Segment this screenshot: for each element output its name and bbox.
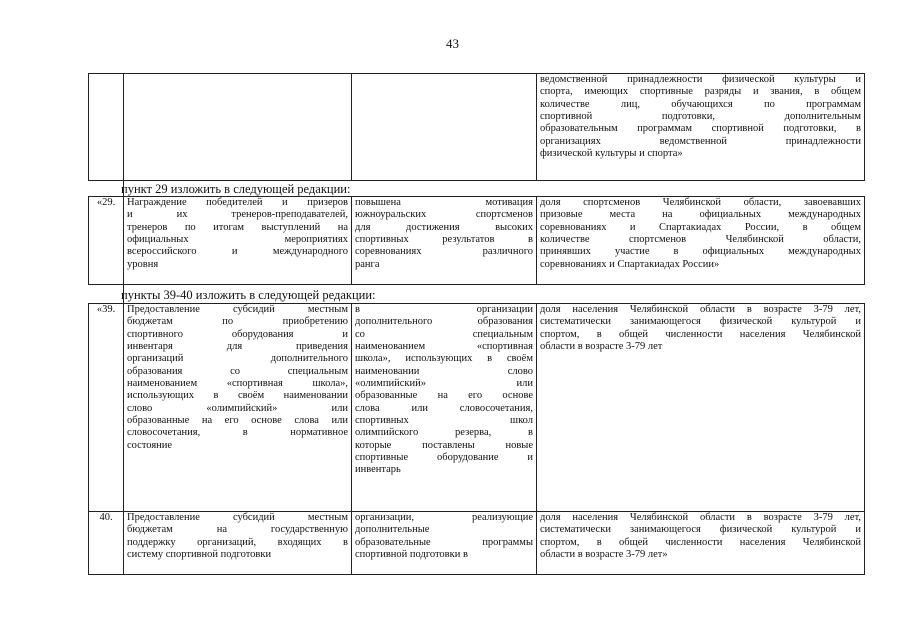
cell-text-line: наименованием «спортивная bbox=[355, 341, 533, 353]
cell-text-line: Награждение победителей и призеров bbox=[127, 197, 348, 208]
cell-text-line: со специальным bbox=[355, 328, 533, 340]
cell-text-line: «39. bbox=[96, 304, 116, 315]
cell-text-line: дополнительного образования bbox=[355, 316, 533, 328]
table-row bbox=[89, 74, 865, 181]
table-continuation bbox=[88, 73, 865, 181]
cell-result bbox=[352, 304, 537, 512]
cell-text-line: спортивного оборудования и bbox=[127, 328, 348, 340]
cell-number bbox=[89, 512, 124, 575]
cell-text-line: образованные на его основе слова или bbox=[127, 415, 348, 427]
cell-text-line: 40. bbox=[99, 512, 113, 523]
cell-indicator bbox=[537, 304, 865, 512]
cell-text-line: в организации bbox=[355, 304, 533, 315]
cell-text-line: систему спортивной подготовки bbox=[127, 549, 272, 561]
cell-text-line: спортивной подготовки, дополнительным bbox=[540, 111, 861, 123]
cell-result bbox=[352, 197, 537, 285]
cell-text-line: ранга bbox=[355, 258, 380, 270]
cell-text-line: и их тренеров-преподавателей, bbox=[127, 209, 348, 221]
cell-text-line: официальных мероприятиях bbox=[127, 234, 348, 246]
table-stem bbox=[123, 180, 124, 197]
table-point-29 bbox=[88, 196, 865, 285]
cell-text-line: состояние bbox=[127, 439, 173, 451]
cell-number bbox=[89, 197, 124, 285]
cell-text-line: спортивных результатов в bbox=[355, 234, 533, 246]
cell-text-line: олимпийского резерва, в bbox=[355, 427, 533, 439]
cell-text-line: доля населения Челябинской области в возрасте 3-79 лет, bbox=[540, 512, 861, 523]
cell-text-line: «олимпийский» или bbox=[355, 378, 533, 390]
cell-text-line: области в возрасте 3-79 лет bbox=[540, 341, 663, 353]
cell-text-line: призовые места на официальных международных bbox=[540, 209, 861, 221]
cell-text-line: словосочетания, в нормативное bbox=[127, 427, 348, 439]
cell-text-line: спортом, в общей численности населения Челябинской bbox=[540, 536, 861, 548]
cell-text-line: инвентаря для приведения bbox=[127, 341, 348, 353]
cell-indicator bbox=[537, 512, 865, 575]
cell-text-line: южноуральских спортсменов bbox=[355, 209, 533, 221]
cell-text-line: образовательные программы bbox=[355, 536, 533, 548]
cell-text-line: поддержку организаций, входящих в bbox=[127, 536, 348, 548]
cell-text-line: образовательным программам спортивной подготовки, в bbox=[540, 123, 861, 135]
cell-event bbox=[124, 197, 352, 285]
cell-indicator bbox=[537, 197, 865, 285]
cell-text-line: спортивной подготовки в bbox=[355, 549, 468, 561]
cell-text-line: систематически занимающегося физической культурой и bbox=[540, 524, 861, 536]
cell-text-line: уровня bbox=[127, 258, 159, 270]
cell-text-line: количестве лиц, обучающихся по программам bbox=[540, 98, 861, 110]
cell-text-line: физической культуры и спорта» bbox=[540, 148, 683, 160]
cell-text-line: слова или словосочетания, bbox=[355, 402, 533, 414]
cell-text-line: всероссийского и международного bbox=[127, 246, 348, 258]
cell-text-line: соревнованиях различного bbox=[355, 246, 533, 258]
cell-text-line: систематически занимающегося физической культурой и bbox=[540, 316, 861, 328]
table-row bbox=[89, 197, 865, 285]
cell-result bbox=[352, 512, 537, 575]
cell-text-line: организациях ведомственной принадлежности bbox=[540, 135, 861, 147]
cell-result bbox=[352, 74, 537, 181]
table-points-39-40 bbox=[88, 303, 865, 575]
cell-text-line: дополнительные bbox=[355, 524, 430, 536]
cell-text-line: соревнованиях и Спартакиадах России, в общем bbox=[540, 221, 861, 233]
cell-number bbox=[89, 304, 124, 512]
cell-text-line: спортом, в общей численности населения Челябинской bbox=[540, 328, 861, 340]
cell-text-line: области в возрасте 3-79 лет» bbox=[540, 549, 668, 561]
cell-text-line: соревнованиях и Спартакиадах России» bbox=[540, 258, 720, 270]
instruction-point-29: пункт 29 изложить в следующей редакции: bbox=[121, 182, 351, 196]
cell-text-line: наименованием «спортивная школа», bbox=[127, 378, 348, 390]
cell-text-line: слово «олимпийский» или bbox=[127, 402, 348, 414]
cell-text-line: инвентарь bbox=[355, 464, 401, 476]
cell-text-line: организации, реализующие bbox=[355, 512, 533, 523]
cell-text-line: школа», использующих в своём bbox=[355, 353, 533, 365]
cell-text-line: бюджетам на государственную bbox=[127, 524, 348, 536]
instruction-points-39-40: пункты 39-40 изложить в следующей редакции: bbox=[121, 288, 376, 302]
page-number: 43 bbox=[446, 36, 459, 51]
table-stem bbox=[123, 284, 124, 304]
cell-text-line: доля спортсменов Челябинской области, завоевавших bbox=[540, 197, 861, 208]
table-row bbox=[89, 512, 865, 575]
cell-event bbox=[124, 304, 352, 512]
cell-indicator bbox=[537, 74, 865, 181]
cell-text-line: спортивные оборудование и bbox=[355, 452, 533, 464]
cell-text-line: Предоставление субсидий местным bbox=[127, 512, 348, 523]
cell-text-line: тренеров по итогам выступлений на bbox=[127, 221, 348, 233]
cell-text-line: наименовании слово bbox=[355, 365, 533, 377]
cell-text-line: образования со специальным bbox=[127, 365, 348, 377]
cell-text-line: спортивных школ bbox=[355, 415, 533, 427]
cell-text-line: количестве спортсменов Челябинской области, bbox=[540, 234, 861, 246]
cell-text-line: «29. bbox=[96, 197, 116, 208]
cell-text-line: повышена мотивация bbox=[355, 197, 533, 208]
cell-text-line: принявших участие в официальных международных bbox=[540, 246, 861, 258]
cell-text-line: организаций дополнительного bbox=[127, 353, 348, 365]
cell-event bbox=[124, 74, 352, 181]
cell-number bbox=[89, 74, 124, 181]
cell-text-line: которые поставлены новые bbox=[355, 439, 533, 451]
cell-event bbox=[124, 512, 352, 575]
cell-text-line: использующих в своём наименовании bbox=[127, 390, 348, 402]
cell-text-line: ведомственной принадлежности физической культуры и bbox=[540, 74, 861, 85]
cell-text-line: бюджетам по приобретению bbox=[127, 316, 348, 328]
cell-text-line: для достижения высоких bbox=[355, 221, 533, 233]
cell-text-line: спорта, имеющих спортивные разряды и звания, в общем bbox=[540, 86, 861, 98]
cell-text-line: доля населения Челябинской области в возрасте 3-79 лет, bbox=[540, 304, 861, 315]
cell-text-line: образованные на его основе bbox=[355, 390, 533, 402]
table-row bbox=[89, 304, 865, 512]
cell-text-line: Предоставление субсидий местным bbox=[127, 304, 348, 315]
